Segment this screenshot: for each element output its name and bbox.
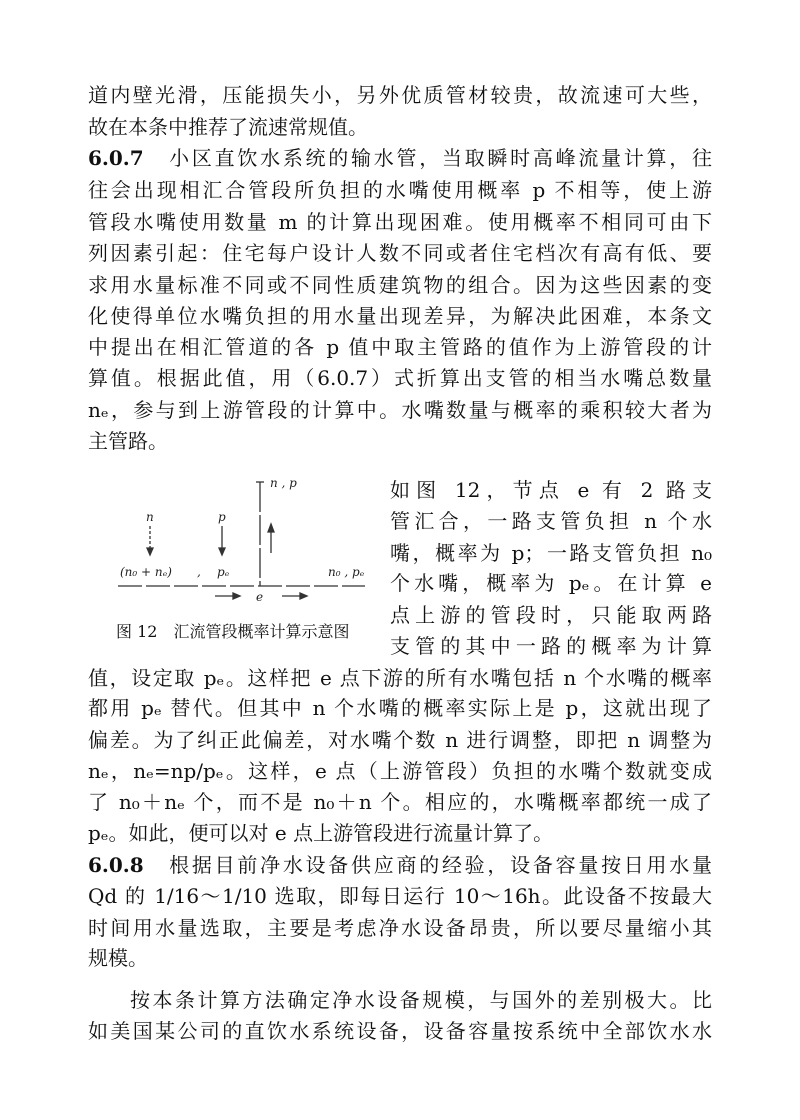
text-line: 时间用水量选取，主要是考虑净水设备昂贵，所以要尽量缩小其 xyxy=(88,916,712,940)
figure-12-diagram xyxy=(100,460,390,610)
text-line: 如图 12，节点 e 有 2 路支 xyxy=(390,478,712,502)
text-line: 按本条计算方法确定净水设备规模，与国外的差别极大。比 xyxy=(130,988,712,1012)
text-line: 6.0.8 根据目前净水设备供应商的经验，设备容量按日用水量 xyxy=(88,853,712,877)
text-line: 支管的其中一路的概率为计算 xyxy=(390,634,712,658)
text-line: 故在本条中推荐了流速常规值。 xyxy=(88,115,368,139)
text-line: 规模。 xyxy=(88,946,148,970)
text-line: 了 n₀＋nₑ 个，而不是 n₀＋n 个。相应的，水嘴概率都统一成了 xyxy=(88,790,712,814)
text-line: 管汇合，一路支管负担 n 个水 xyxy=(390,509,712,533)
text-line: pₑ。如此，便可以对 e 点上游管段进行流量计算了。 xyxy=(88,821,554,845)
text-line: 点上游的管段时，只能取两路 xyxy=(390,603,712,627)
text-line: 都用 pₑ 替代。但其中 n 个水嘴的概率实际上是 p，这就出现了 xyxy=(88,696,712,720)
text-line: 嘴，概率为 p；一路支管负担 n₀ xyxy=(390,541,712,565)
text-line: 算值。根据此值，用（6.0.7）式折算出支管的相当水嘴总数量 xyxy=(88,366,712,390)
text-line: Qd 的 1/16～1/10 选取，即每日运行 10～16h。此设备不按最大 xyxy=(88,884,712,908)
text-line: 6.0.7 小区直饮水系统的输水管，当取瞬时高峰流量计算，往 xyxy=(88,146,712,170)
figure-caption: 图 12 汇流管段概率计算示意图 xyxy=(116,622,350,641)
text-line: 求用水量标准不同或不同性质建筑物的组合。因为这些因素的变 xyxy=(88,273,712,297)
label-n0-ne: (n₀ + nₑ) xyxy=(120,565,172,579)
text-line: 化使得单位水嘴负担的用水量出现差异，为解决此困难，本条文 xyxy=(88,304,712,328)
text-line: nₑ，nₑ=np/pₑ。这样，e 点（上游管段）负担的水嘴个数就变成 xyxy=(88,759,712,783)
label-n-p: n , p xyxy=(270,476,297,490)
text-line: 主管路。 xyxy=(88,429,168,453)
text-line: 如美国某公司的直饮水系统设备，设备容量按系统中全部饮水水 xyxy=(88,1019,712,1043)
text-line: 中提出在相汇管道的各 p 值中取主管路的值作为上游管段的计 xyxy=(88,335,712,359)
label-pe: pₑ xyxy=(217,565,230,579)
text-line: 道内壁光滑，压能损失小，另外优质管材较贵，故流速可大些， xyxy=(88,83,712,107)
label-p: p xyxy=(218,510,226,524)
text-line: 个水嘴，概率为 pₑ。在计算 e xyxy=(390,571,712,595)
label-n: n xyxy=(146,510,154,524)
label-comma: , xyxy=(197,565,201,579)
text-line: 往会出现相汇合管段所负担的水嘴使用概率 p 不相等，使上游 xyxy=(88,178,712,202)
text-line: 值，设定取 pₑ。这样把 e 点下游的所有水嘴包括 n 个水嘴的概率 xyxy=(88,666,712,690)
text-line: 管段水嘴使用数量 m 的计算出现困难。使用概率不相同可由下 xyxy=(88,210,712,234)
text-line: 偏差。为了纠正此偏差，对水嘴个数 n 进行调整，即把 n 调整为 xyxy=(88,728,712,752)
text-line: 列因素引起：住宅每户设计人数不同或者住宅档次有高有低、要 xyxy=(88,241,712,265)
label-e: e xyxy=(256,590,264,604)
text-line: nₑ，参与到上游管段的计算中。水嘴数量与概率的乘积较大者为 xyxy=(88,398,712,422)
label-n0-pe: n₀ , pₑ xyxy=(328,565,365,579)
